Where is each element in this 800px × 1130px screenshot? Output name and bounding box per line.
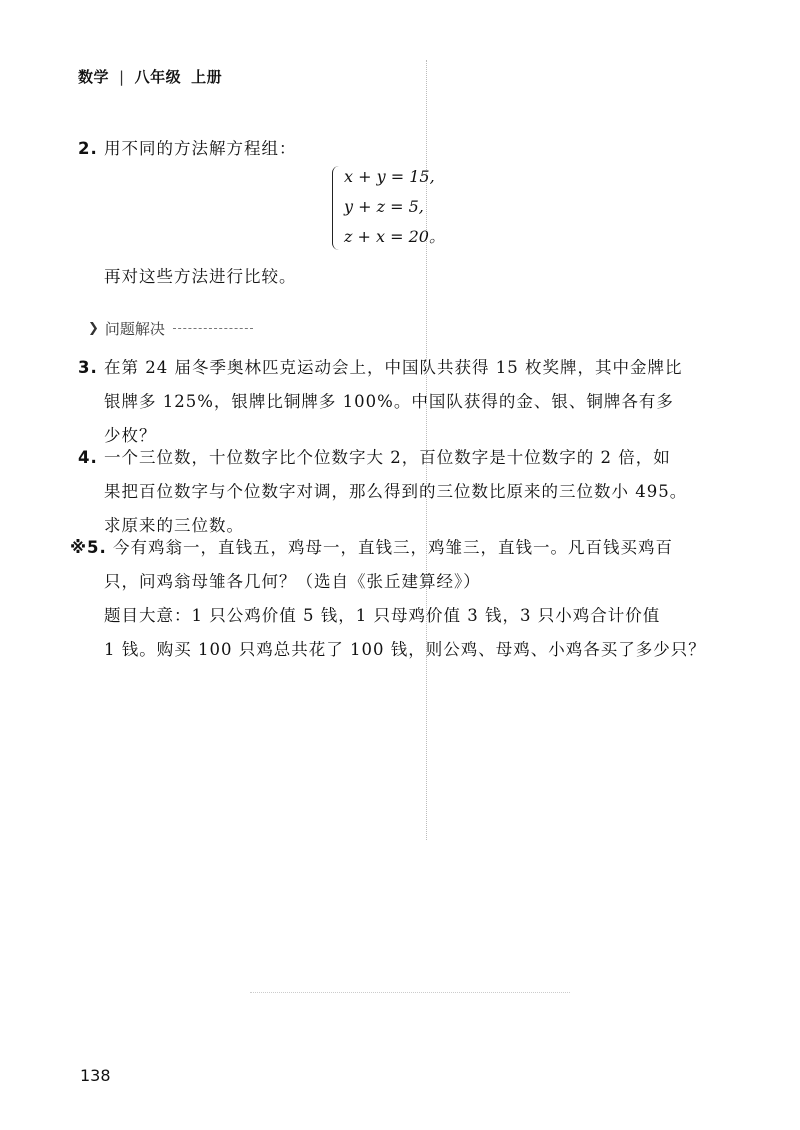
section-title: 问题解决	[104, 320, 165, 338]
header-separator: |	[119, 68, 125, 86]
scan-artifact-dotted-line-bottom	[250, 992, 570, 993]
problem-5-line-4: 1 钱。购买 100 只鸡总共花了 100 钱，则公鸡、母鸡、小鸡各买了多少只？	[104, 640, 706, 659]
problem-5-line-3: 题目大意：1 只公鸡价值 5 钱，1 只母鸡价值 3 钱，3 只小鸡合计价值	[104, 606, 661, 625]
problem-2-number: 2.	[78, 139, 98, 158]
chevron-right-icon: ❯	[88, 321, 99, 336]
problem-5	[70, 531, 710, 667]
problem-5-number: ※5.	[70, 538, 107, 557]
section-divider	[173, 328, 253, 329]
problem-4	[78, 441, 708, 543]
header-subject: 数学	[78, 68, 110, 86]
problem-4-line-1: 一个三位数，十位数字比个位数字大 2，百位数字是十位数字的 2 倍，如	[104, 448, 671, 467]
page-number: 138	[80, 1066, 111, 1085]
section-heading	[88, 318, 253, 339]
problem-3-line-1: 在第 24 届冬季奥林匹克运动会上，中国队共获得 15 枚奖牌，其中金牌比	[104, 358, 683, 377]
header-volume: 上册	[191, 68, 223, 86]
problem-3-number: 3.	[78, 358, 98, 377]
equation-1: x + y = 15,	[344, 167, 435, 186]
header-grade: 八年级	[134, 68, 182, 86]
problem-2	[78, 132, 297, 166]
running-header	[78, 66, 222, 87]
equation-2: y + z = 5,	[344, 197, 424, 216]
problem-2-followup: 再对这些方法进行比较。	[104, 267, 297, 286]
problem-2-text: 用不同的方法解方程组：	[104, 139, 297, 158]
problem-3-line-2: 银牌多 125%，银牌比铜牌多 100%。中国队获得的金、银、铜牌各有多	[104, 392, 674, 411]
problem-4-line-3: 求原来的三位数。	[104, 516, 244, 535]
equation-system	[340, 162, 445, 252]
problem-5-line-2: 只，问鸡翁母雏各几何？（选自《张丘建算经》）	[104, 572, 481, 591]
equation-3: z + x = 20。	[344, 227, 445, 246]
problem-3	[78, 351, 708, 453]
problem-5-line-1: 今有鸡翁一，直钱五，鸡母一，直钱三，鸡雏三，直钱一。凡百钱买鸡百	[113, 538, 674, 557]
problem-4-number: 4.	[78, 448, 98, 467]
left-brace	[332, 166, 339, 250]
problem-4-line-2: 果把百位数字与个位数字对调，那么得到的三位数比原来的三位数小 495。	[104, 482, 688, 501]
problem-3-line-3: 少枚？	[104, 426, 157, 445]
